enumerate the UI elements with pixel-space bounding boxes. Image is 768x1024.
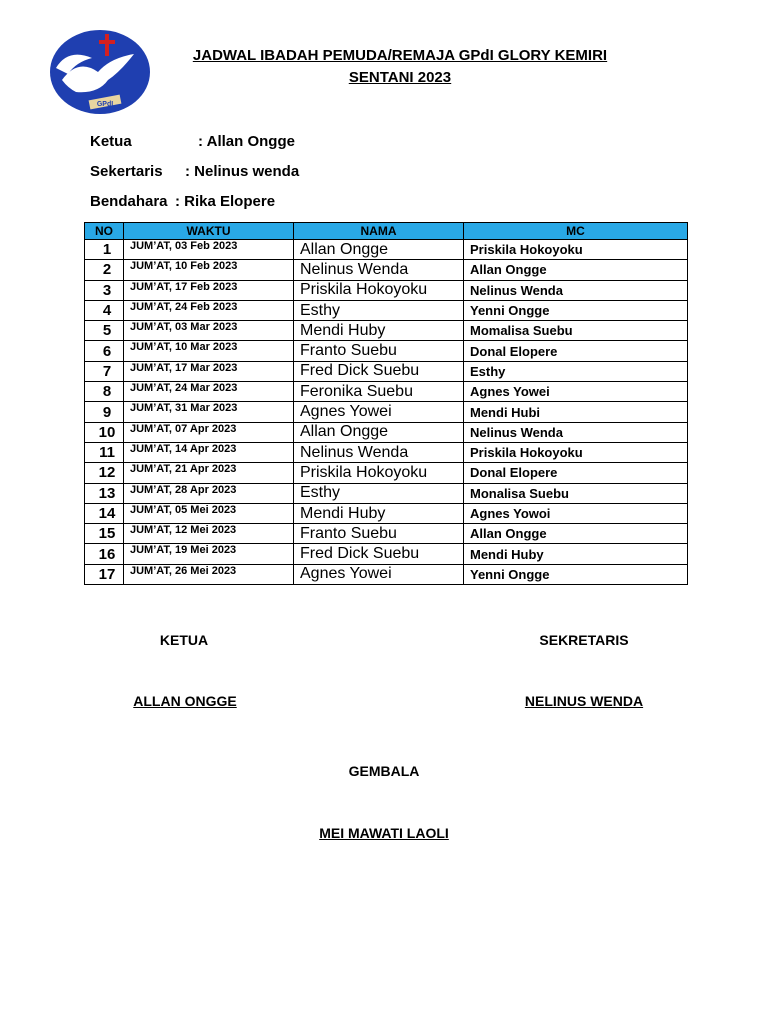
row-date: JUM’AT, 31 Mar 2023	[124, 402, 294, 422]
row-date: JUM’AT, 17 Feb 2023	[124, 280, 294, 300]
row-nama: Allan Ongge	[294, 240, 464, 260]
schedule-table	[84, 222, 688, 585]
row-date: JUM’AT, 24 Feb 2023	[124, 300, 294, 320]
row-date: JUM’AT, 28 Apr 2023	[124, 483, 294, 503]
row-no: 9	[85, 402, 124, 422]
row-nama: Fred Dick Suebu	[294, 544, 464, 564]
row-no: 13	[85, 483, 124, 503]
table-row	[85, 240, 688, 260]
row-date: JUM’AT, 14 Apr 2023	[124, 442, 294, 462]
row-mc: Allan Ongge	[464, 260, 688, 280]
row-date: JUM’AT, 24 Mar 2023	[124, 382, 294, 402]
table-row	[85, 382, 688, 402]
table-row	[85, 402, 688, 422]
row-mc: Agnes Yowoi	[464, 503, 688, 523]
table-row	[85, 564, 688, 584]
table-row	[85, 361, 688, 381]
ketua-title: KETUA	[159, 632, 209, 648]
sekretaris-name: NELINUS WENDA	[524, 693, 644, 709]
row-date: JUM’AT, 26 Mei 2023	[124, 564, 294, 584]
row-nama: Priskila Hokoyoku	[294, 463, 464, 483]
row-no: 5	[85, 321, 124, 341]
svg-text:GPdI: GPdI	[96, 101, 114, 108]
row-no: 12	[85, 463, 124, 483]
bendahara-info	[90, 193, 275, 210]
header-nama: NAMA	[294, 223, 464, 240]
row-no: 6	[85, 341, 124, 361]
row-date: JUM’AT, 10 Mar 2023	[124, 341, 294, 361]
row-no: 11	[85, 442, 124, 462]
table-row	[85, 503, 688, 523]
row-mc: Allan Ongge	[464, 524, 688, 544]
row-date: JUM’AT, 10 Feb 2023	[124, 260, 294, 280]
row-mc: Donal Elopere	[464, 341, 688, 361]
row-mc: Agnes Yowei	[464, 382, 688, 402]
table-row	[85, 280, 688, 300]
row-date: JUM’AT, 21 Apr 2023	[124, 463, 294, 483]
row-mc: Priskila Hokoyoku	[464, 442, 688, 462]
table-row	[85, 544, 688, 564]
page-title	[150, 45, 650, 89]
row-mc: Nelinus Wenda	[464, 280, 688, 300]
row-no: 15	[85, 524, 124, 544]
table-row	[85, 524, 688, 544]
title-line-2: SENTANI 2023	[348, 69, 452, 86]
row-no: 7	[85, 361, 124, 381]
row-nama: Allan Ongge	[294, 422, 464, 442]
row-no: 1	[85, 240, 124, 260]
bendahara-label: Bendahara	[90, 193, 168, 210]
row-mc: Yenni Ongge	[464, 564, 688, 584]
row-date: JUM’AT, 12 Mei 2023	[124, 524, 294, 544]
header-no: NO	[85, 223, 124, 240]
row-nama: Esthy	[294, 300, 464, 320]
row-nama: Franto Suebu	[294, 341, 464, 361]
sekertaris-info	[90, 163, 299, 180]
sekertaris-value: : Nelinus wenda	[185, 163, 300, 180]
row-no: 14	[85, 503, 124, 523]
row-nama: Nelinus Wenda	[294, 260, 464, 280]
row-date: JUM’AT, 07 Apr 2023	[124, 422, 294, 442]
ketua-label: Ketua	[90, 133, 132, 150]
row-date: JUM’AT, 19 Mei 2023	[124, 544, 294, 564]
row-no: 3	[85, 280, 124, 300]
row-nama: Esthy	[294, 483, 464, 503]
table-row	[85, 442, 688, 462]
ketua-name: ALLAN ONGGE	[133, 693, 237, 709]
row-mc: Mendi Hubi	[464, 402, 688, 422]
row-mc: Mendi Huby	[464, 544, 688, 564]
table-row	[85, 260, 688, 280]
header-mc: MC	[464, 223, 688, 240]
row-nama: Feronika Suebu	[294, 382, 464, 402]
row-mc: Monalisa Suebu	[464, 483, 688, 503]
gembala-name: MEI MAWATI LAOLI	[319, 825, 449, 841]
row-nama: Franto Suebu	[294, 524, 464, 544]
row-nama: Nelinus Wenda	[294, 442, 464, 462]
row-no: 16	[85, 544, 124, 564]
header-waktu: WAKTU	[124, 223, 294, 240]
row-mc: Momalisa Suebu	[464, 321, 688, 341]
gembala-title: GEMBALA	[348, 763, 420, 779]
row-mc: Nelinus Wenda	[464, 422, 688, 442]
row-nama: Mendi Huby	[294, 503, 464, 523]
row-mc: Yenni Ongge	[464, 300, 688, 320]
row-date: JUM’AT, 03 Feb 2023	[124, 240, 294, 260]
row-nama: Agnes Yowei	[294, 402, 464, 422]
ketua-info	[90, 133, 295, 150]
row-mc: Donal Elopere	[464, 463, 688, 483]
bendahara-value: : Rika Elopere	[175, 193, 276, 210]
row-nama: Mendi Huby	[294, 321, 464, 341]
table-row	[85, 463, 688, 483]
row-mc: Priskila Hokoyoku	[464, 240, 688, 260]
title-line-1: JADWAL IBADAH PEMUDA/REMAJA GPdI GLORY KEMIRI	[192, 47, 608, 64]
row-mc: Esthy	[464, 361, 688, 381]
row-date: JUM’AT, 17 Mar 2023	[124, 361, 294, 381]
row-date: JUM’AT, 05 Mei 2023	[124, 503, 294, 523]
row-no: 8	[85, 382, 124, 402]
sekretaris-title: SEKRETARIS	[539, 632, 629, 648]
table-row	[85, 483, 688, 503]
row-date: JUM’AT, 03 Mar 2023	[124, 321, 294, 341]
church-logo	[48, 28, 152, 116]
row-no: 2	[85, 260, 124, 280]
row-nama: Fred Dick Suebu	[294, 361, 464, 381]
row-nama: Agnes Yowei	[294, 564, 464, 584]
table-row	[85, 422, 688, 442]
row-no: 10	[85, 422, 124, 442]
schedule-body	[85, 240, 688, 585]
row-no: 4	[85, 300, 124, 320]
row-nama: Priskila Hokoyoku	[294, 280, 464, 300]
table-header-row	[85, 223, 688, 240]
table-row	[85, 341, 688, 361]
table-row	[85, 321, 688, 341]
ketua-value: : Allan Ongge	[198, 133, 295, 150]
row-no: 17	[85, 564, 124, 584]
table-row	[85, 300, 688, 320]
sekertaris-label: Sekertaris	[90, 163, 163, 180]
